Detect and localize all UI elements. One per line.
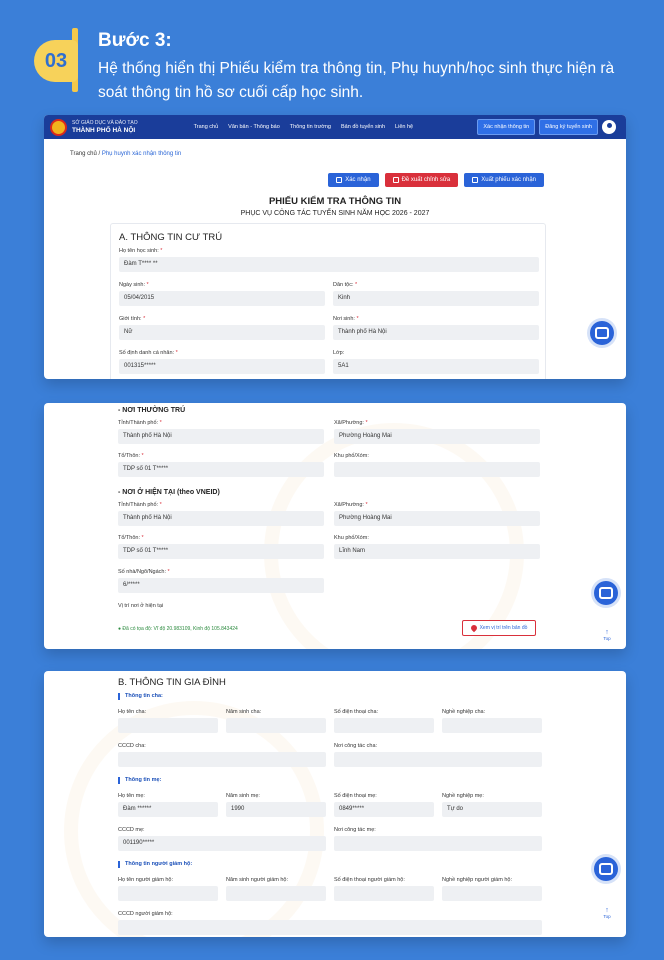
user-icon[interactable] bbox=[602, 120, 616, 134]
mother-year-input[interactable]: 1990 bbox=[226, 802, 326, 817]
top-navbar bbox=[44, 115, 626, 139]
cur-quarter-input[interactable]: Lĩnh Nam bbox=[334, 544, 540, 559]
student-name-label: Họ tên học sinh: bbox=[119, 248, 159, 254]
form-title: PHIẾU KIỂM TRA THÔNG TIN bbox=[268, 196, 402, 207]
nav-home[interactable]: Trang chủ bbox=[193, 124, 219, 130]
cur-hamlet-label: Tổ/Thôn: bbox=[118, 535, 141, 541]
class-field bbox=[333, 350, 539, 374]
cur-hamlet-field: Tổ/Thôn: * TDP số 01 T***** bbox=[118, 535, 324, 559]
father-phone-input[interactable] bbox=[334, 718, 434, 733]
chatbot-icon[interactable] bbox=[594, 581, 618, 605]
perm-province-label: Tỉnh/Thành phố: bbox=[118, 420, 159, 426]
mother-job-label: Nghề nghiệp mẹ: bbox=[442, 793, 484, 799]
father-work-input[interactable] bbox=[334, 752, 542, 767]
nav-documents[interactable]: Văn bản - Thông báo bbox=[228, 124, 280, 130]
breadcrumb-home[interactable]: Trang chủ bbox=[70, 151, 97, 157]
father-job-label: Nghề nghiệp cha: bbox=[442, 709, 486, 715]
guardian-name-field bbox=[118, 877, 218, 901]
cur-ward-field: Xã/Phường: * Phường Hoàng Mai bbox=[334, 502, 540, 526]
id-number-field: Số định danh cá nhân: * 001315***** bbox=[119, 350, 325, 374]
guardian-cccd-input[interactable] bbox=[118, 920, 542, 935]
id-number-label: Số định danh cá nhân: bbox=[119, 350, 175, 356]
step-title: Bước 3: bbox=[98, 30, 172, 51]
breadcrumb bbox=[70, 151, 181, 157]
document-icon bbox=[472, 177, 478, 183]
mother-work-label: Nơi công tác mẹ: bbox=[334, 827, 376, 833]
step-number: 03 bbox=[34, 40, 78, 82]
house-number-input[interactable]: 6/***** bbox=[118, 578, 324, 593]
export-form-button[interactable] bbox=[464, 173, 544, 187]
propose-edit-label: Đề xuất chỉnh sửa bbox=[401, 177, 451, 183]
register-button[interactable]: Đăng ký tuyển sinh bbox=[539, 119, 598, 135]
action-row bbox=[328, 173, 544, 187]
perm-province-input[interactable]: Thành phố Hà Nội bbox=[118, 429, 324, 444]
mother-work-input[interactable] bbox=[334, 836, 542, 851]
perm-ward-input[interactable]: Phường Hoàng Mai bbox=[334, 429, 540, 444]
guardian-tag: Thông tin người giám hộ: bbox=[118, 861, 192, 868]
propose-edit-button[interactable] bbox=[385, 173, 459, 187]
permanent-heading: - NƠI THƯỜNG TRÚ bbox=[118, 407, 186, 414]
class-label: Lớp: bbox=[333, 350, 345, 356]
location-pin-icon bbox=[469, 624, 477, 632]
perm-province-field: Tỉnh/Thành phố: * Thành phố Hà Nội bbox=[118, 420, 324, 444]
class-input[interactable]: 5A1 bbox=[333, 359, 539, 374]
father-phone-field bbox=[334, 709, 434, 733]
birthplace-field: Nơi sinh: * Thành phố Hà Nội bbox=[333, 316, 539, 340]
gps-text: Đã có tọa độ: Vĩ độ 20.983109, Kinh độ 105.843424 bbox=[122, 626, 238, 632]
cur-province-field: Tỉnh/Thành phố: * Thành phố Hà Nội bbox=[118, 502, 324, 526]
perm-hamlet-input[interactable]: TDP số 01 T***** bbox=[118, 462, 324, 477]
scroll-top-label: Top bbox=[603, 636, 611, 641]
mother-name-label: Họ tên mẹ: bbox=[118, 793, 145, 799]
mother-cccd-input[interactable]: 001190***** bbox=[118, 836, 326, 851]
mother-year-label: Năm sinh mẹ: bbox=[226, 793, 260, 799]
perm-ward-label: Xã/Phường: bbox=[334, 420, 364, 426]
step-description: Hệ thống hiển thị Phiếu kiểm tra thông tin, Phụ huynh/học sinh thực hiện rà soát thông tin hồ sơ cuối cấp học sinh. bbox=[98, 60, 615, 101]
department-logo-icon[interactable] bbox=[50, 119, 67, 136]
arrow-up-icon: ↑ bbox=[605, 907, 609, 914]
guardian-cccd-field bbox=[118, 911, 542, 935]
guardian-year-label: Năm sinh người giám hộ: bbox=[226, 877, 289, 883]
perm-ward-field: Xã/Phường: * Phường Hoàng Mai bbox=[334, 420, 540, 444]
perm-hamlet-label: Tổ/Thôn: bbox=[118, 453, 141, 459]
location-label: Vị trí nơi ở hiện tại bbox=[118, 603, 164, 609]
guardian-job-label: Nghề nghiệp người giám hộ: bbox=[442, 877, 512, 883]
father-year-input[interactable] bbox=[226, 718, 326, 733]
brand-line1: SỞ GIÁO DỤC VÀ ĐÀO TẠO bbox=[72, 120, 138, 126]
mother-year-field bbox=[226, 793, 326, 817]
guardian-phone-input[interactable] bbox=[334, 886, 434, 901]
guardian-name-input[interactable] bbox=[118, 886, 218, 901]
confirm-info-button[interactable]: Xác nhận thông tin bbox=[477, 119, 535, 135]
confirm-button[interactable] bbox=[328, 173, 378, 187]
emblem-watermark bbox=[64, 701, 324, 937]
ethnicity-label: Dân tộc: bbox=[333, 282, 354, 288]
father-year-field bbox=[226, 709, 326, 733]
cur-quarter-field bbox=[334, 535, 540, 559]
guardian-cccd-label: CCCD người giám hộ: bbox=[118, 911, 173, 917]
view-map-button[interactable] bbox=[462, 620, 536, 636]
father-tag: Thông tin cha: bbox=[118, 693, 163, 700]
mother-job-field bbox=[442, 793, 542, 817]
chatbot-icon[interactable] bbox=[590, 321, 614, 345]
dob-field: Ngày sinh: * 05/04/2015 bbox=[119, 282, 325, 306]
cur-ward-input[interactable]: Phường Hoàng Mai bbox=[334, 511, 540, 526]
form-subtitle: PHỤC VỤ CÔNG TÁC TUYỂN SINH NĂM HỌC 2026 - 2027 bbox=[240, 210, 430, 217]
screenshot-panel-address bbox=[44, 403, 626, 649]
nav-links bbox=[194, 124, 413, 130]
birthplace-label: Nơi sinh: bbox=[333, 316, 355, 322]
gender-input[interactable]: Nữ bbox=[119, 325, 325, 340]
mother-phone-field bbox=[334, 793, 434, 817]
scroll-top-button[interactable] bbox=[600, 907, 614, 921]
mother-name-input[interactable]: Đàm ****** bbox=[118, 802, 218, 817]
dob-label: Ngày sinh: bbox=[119, 282, 145, 288]
guardian-phone-field bbox=[334, 877, 434, 901]
export-form-label: Xuất phiếu xác nhận bbox=[481, 177, 536, 183]
father-work-label: Nơi công tác cha: bbox=[334, 743, 378, 749]
dob-input[interactable]: 05/04/2015 bbox=[119, 291, 325, 306]
scroll-top-button[interactable] bbox=[600, 629, 614, 643]
mother-name-field bbox=[118, 793, 218, 817]
guardian-job-field bbox=[442, 877, 542, 901]
arrow-up-icon: ↑ bbox=[605, 629, 609, 636]
perm-hamlet-field: Tổ/Thôn: * TDP số 01 T***** bbox=[118, 453, 324, 477]
nav-right bbox=[477, 119, 616, 135]
residence-card bbox=[110, 223, 546, 379]
perm-quarter-label: Khu phố/Xóm: bbox=[334, 453, 369, 459]
breadcrumb-current: Phụ huynh xác nhận thông tin bbox=[101, 151, 182, 157]
view-map-label: Xem vị trí trên bản đồ bbox=[479, 625, 528, 631]
screenshot-panel-residence bbox=[44, 115, 626, 379]
father-name-field bbox=[118, 709, 218, 733]
guardian-year-field bbox=[226, 877, 326, 901]
screenshot-panel-family bbox=[44, 671, 626, 937]
brand-line2: THÀNH PHỐ HÀ NỘI bbox=[72, 127, 136, 134]
mother-cccd-label: CCCD mẹ: bbox=[118, 827, 145, 833]
breadcrumb-separator: / bbox=[96, 151, 102, 157]
perm-quarter-input[interactable] bbox=[334, 462, 540, 477]
perm-quarter-field bbox=[334, 453, 540, 477]
mother-phone-input[interactable]: 0849***** bbox=[334, 802, 434, 817]
chatbot-icon[interactable] bbox=[594, 857, 618, 881]
cur-province-input[interactable]: Thành phố Hà Nội bbox=[118, 511, 324, 526]
father-phone-label: Số điện thoại cha: bbox=[334, 709, 379, 715]
scroll-top-label: Top bbox=[603, 914, 611, 919]
guardian-year-input[interactable] bbox=[226, 886, 326, 901]
brand[interactable] bbox=[72, 119, 138, 135]
father-year-label: Năm sinh cha: bbox=[226, 709, 262, 715]
cur-hamlet-input[interactable]: TDP số 01 T***** bbox=[118, 544, 324, 559]
ethnicity-field: Dân tộc: * Kinh bbox=[333, 282, 539, 306]
student-name-field: Họ tên học sinh: * Đàm T**** ** bbox=[119, 248, 539, 272]
guardian-name-label: Họ tên người giám hộ: bbox=[118, 877, 173, 883]
mother-phone-label: Số điện thoại mẹ: bbox=[334, 793, 377, 799]
father-job-input[interactable] bbox=[442, 718, 542, 733]
cur-ward-label: Xã/Phường: bbox=[334, 502, 364, 508]
nav-school-info[interactable]: Thông tin trường bbox=[289, 124, 331, 130]
shield-icon bbox=[393, 177, 399, 183]
section-b-heading: B. THÔNG TIN GIA ĐÌNH bbox=[118, 677, 226, 688]
step-badge bbox=[34, 28, 84, 90]
gps-status bbox=[118, 626, 238, 632]
father-cccd-input[interactable] bbox=[118, 752, 326, 767]
cur-quarter-label: Khu phố/Xóm: bbox=[334, 535, 369, 541]
guardian-job-input[interactable] bbox=[442, 886, 542, 901]
mother-tag: Thông tin mẹ: bbox=[118, 777, 161, 784]
gender-label: Giới tính: bbox=[119, 316, 142, 322]
nav-contact[interactable]: Liên hệ bbox=[395, 124, 414, 130]
father-name-label: Họ tên cha: bbox=[118, 709, 147, 715]
section-a-heading: A. THÔNG TIN CƯ TRÚ bbox=[119, 232, 223, 243]
gender-field: Giới tính: * Nữ bbox=[119, 316, 325, 340]
nav-enrollment-map[interactable]: Bản đồ tuyển sinh bbox=[341, 124, 386, 130]
ethnicity-input[interactable]: Kinh bbox=[333, 291, 539, 306]
father-cccd-field bbox=[118, 743, 326, 767]
mother-cccd-field bbox=[118, 827, 326, 851]
location-field bbox=[118, 603, 324, 612]
mother-job-input[interactable]: Tự do bbox=[442, 802, 542, 817]
birthplace-input[interactable]: Thành phố Hà Nội bbox=[333, 325, 539, 340]
calendar-icon bbox=[336, 177, 342, 183]
guardian-phone-label: Số điện thoại người giám hộ: bbox=[334, 877, 405, 883]
student-name-input[interactable]: Đàm T**** ** bbox=[119, 257, 539, 272]
house-number-field: Số nhà/Ngõ/Ngách: * 6/***** bbox=[118, 569, 324, 593]
father-job-field bbox=[442, 709, 542, 733]
current-heading: - NƠI Ở HIỆN TẠI (theo VNEID) bbox=[118, 489, 220, 496]
confirm-button-label: Xác nhận bbox=[345, 177, 371, 183]
house-number-label: Số nhà/Ngõ/Ngách: bbox=[118, 569, 167, 575]
father-work-field bbox=[334, 743, 542, 767]
cur-province-label: Tỉnh/Thành phố: bbox=[118, 502, 159, 508]
father-cccd-label: CCCD cha: bbox=[118, 743, 146, 749]
id-number-input[interactable]: 001315***** bbox=[119, 359, 325, 374]
mother-work-field bbox=[334, 827, 542, 851]
map-pin-icon: ● bbox=[118, 626, 123, 632]
father-name-input[interactable] bbox=[118, 718, 218, 733]
